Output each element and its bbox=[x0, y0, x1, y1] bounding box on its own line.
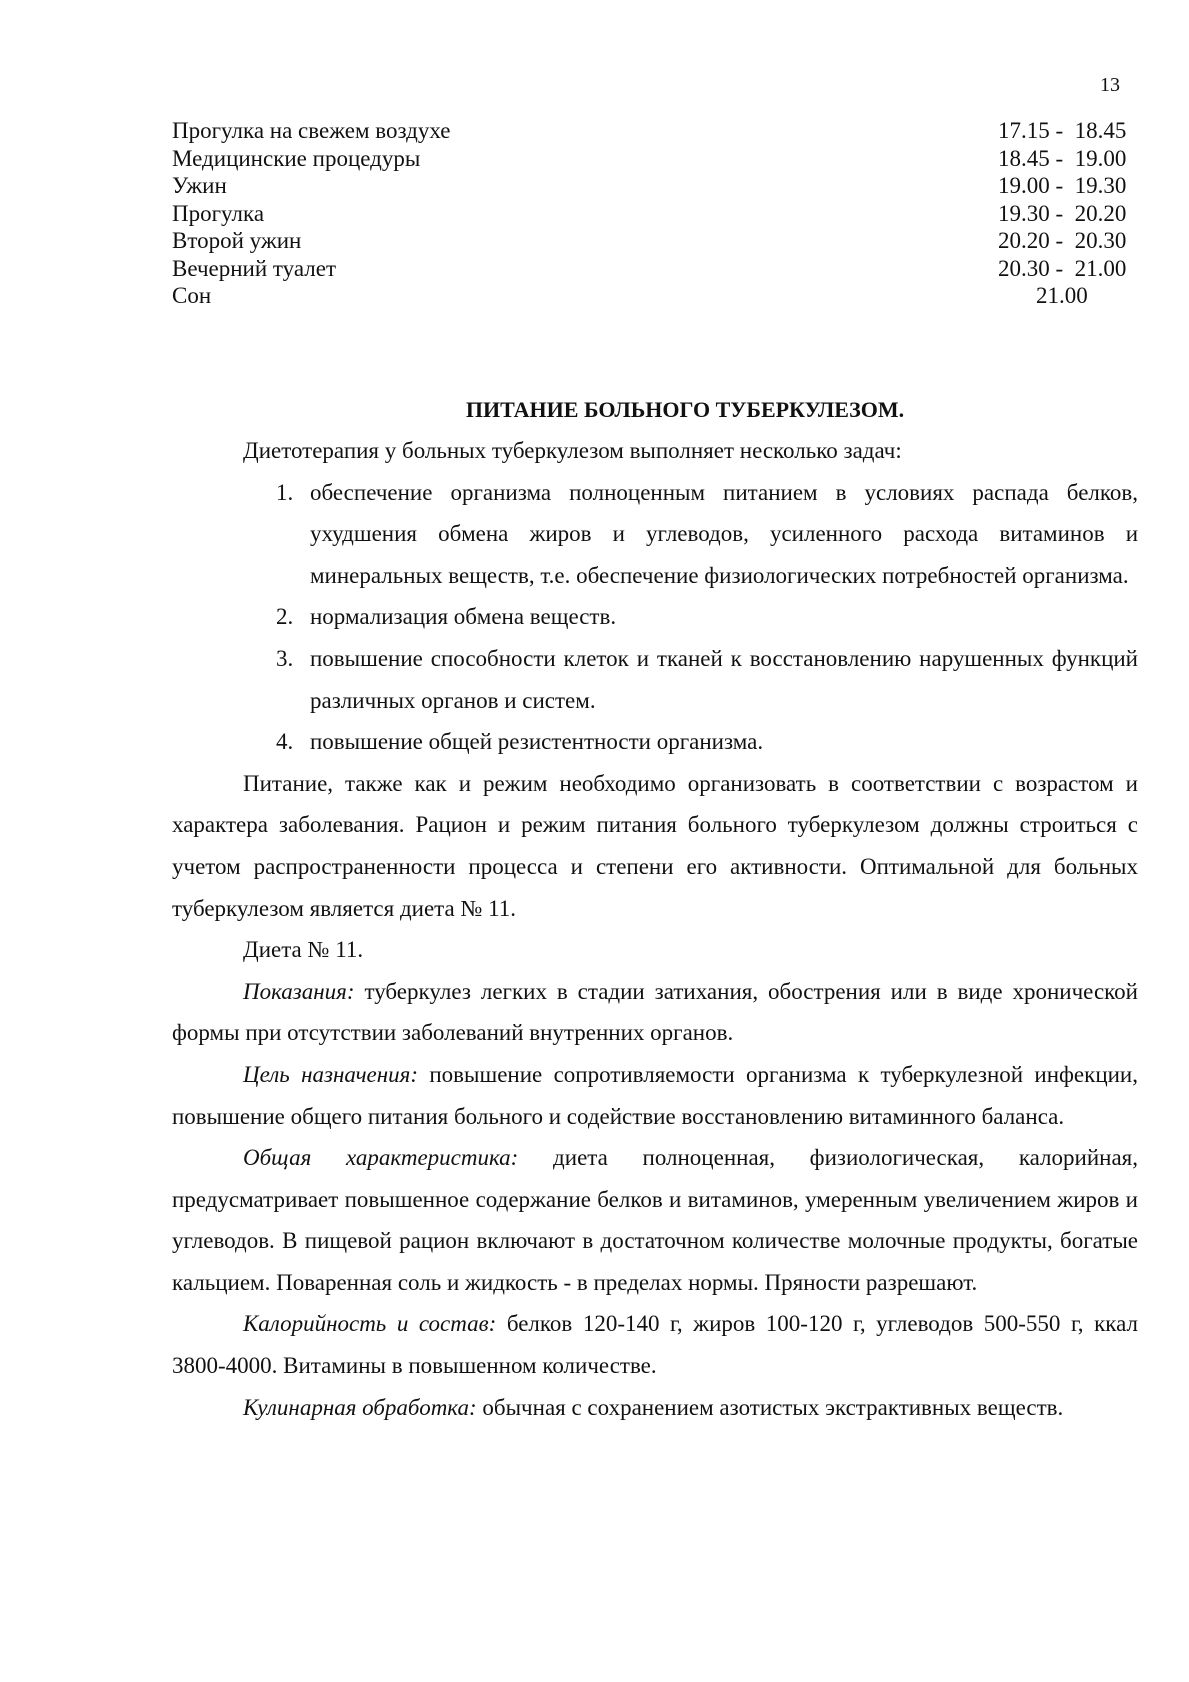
calories-label: Калорийность и состав: bbox=[243, 1311, 497, 1337]
purpose-paragraph bbox=[172, 1054, 1138, 1137]
list-number: 3. bbox=[276, 645, 294, 671]
schedule-time: 18.45 - 19.00 bbox=[998, 145, 1127, 171]
list-item bbox=[172, 638, 1138, 721]
schedule-activity: Прогулка bbox=[172, 200, 265, 226]
indications-paragraph bbox=[172, 971, 1138, 1054]
list-number: 4. bbox=[276, 729, 294, 755]
general-text: диета полноценная, физиологическая, калорийная, предусматривает повышенное содержание белков и витаминов, умеренным увеличением жиров и углеводов. В пищевой рацион включают в достаточном количестве молочные продукты, богатые кальцием. Поваренная соль и жидкость - в пределах нормы. Пряности разрешают. bbox=[172, 1145, 1139, 1295]
schedule-row bbox=[172, 117, 1138, 145]
schedule-row bbox=[172, 255, 1138, 283]
schedule-activity: Вечерний туалет bbox=[172, 255, 337, 281]
cooking-text: обычная с сохранением азотистых экстрактивных веществ. bbox=[476, 1394, 1064, 1420]
general-label: Общая характеристика: bbox=[243, 1145, 519, 1171]
list-number: 2. bbox=[276, 604, 294, 630]
schedule-row bbox=[172, 282, 1138, 310]
schedule-row bbox=[172, 200, 1138, 228]
indications-label: Показания: bbox=[243, 978, 355, 1004]
general-paragraph bbox=[172, 1137, 1138, 1303]
list-text: повышение способности клеток и тканей к восстановлению нарушенных функций различных органов и систем. bbox=[310, 645, 1138, 713]
list-item bbox=[172, 472, 1138, 597]
list-text: нормализация обмена веществ. bbox=[310, 604, 617, 630]
list-text: повышение общей резистентности организма. bbox=[310, 729, 764, 755]
diet-title: Диета № 11. bbox=[243, 937, 364, 963]
schedule-activity: Медицинские процедуры bbox=[172, 145, 421, 171]
page-number: 13 bbox=[1100, 74, 1120, 96]
purpose-label: Цель назначения: bbox=[243, 1061, 419, 1087]
list-item bbox=[172, 721, 1138, 763]
list-item bbox=[172, 596, 1138, 638]
purpose-text: повышение сопротивляемости организма к туберкулезной инфекции, повышение общего питания больного и содействие восстановлению витаминного баланса. bbox=[172, 1061, 1138, 1129]
schedule-time: 19.00 - 19.30 bbox=[998, 173, 1127, 198]
schedule-row bbox=[172, 172, 1138, 200]
calories-text: белков 120-140 г, жиров 100-120 г, углеводов 500-550 г, ккал 3800-4000. Витамины в повышенном количестве. bbox=[172, 1311, 1138, 1379]
schedule-activity: Прогулка на свежем воздухе bbox=[172, 118, 451, 143]
section-heading: ПИТАНИЕ БОЛЬНОГО ТУБЕРКУЛЕЗОМ. bbox=[465, 397, 905, 422]
schedule-time: 21.00 bbox=[1036, 283, 1088, 308]
article-body bbox=[172, 394, 1138, 1428]
cooking-paragraph bbox=[172, 1387, 1138, 1429]
schedule-time: 19.30 - 20.20 bbox=[998, 200, 1127, 226]
calories-paragraph bbox=[172, 1303, 1138, 1386]
schedule-activity: Второй ужин bbox=[172, 228, 302, 253]
daily-schedule bbox=[172, 117, 1138, 310]
cooking-label: Кулинарная обработка: bbox=[243, 1394, 477, 1420]
schedule-time: 20.20 - 20.30 bbox=[998, 228, 1127, 253]
schedule-row bbox=[172, 145, 1138, 173]
schedule-activity: Ужин bbox=[172, 173, 227, 198]
list-text: обеспечение организма полноценным питанием в условиях распада белков, ухудшения обмена жиров и углеводов, усиленного расхода витаминов и минеральных веществ, т.е. обеспечение физиологических потребностей организма. bbox=[310, 479, 1138, 588]
nutrition-paragraph: Питание, также как и режим необходимо организовать в соответствии с возрастом и характера заболевания. Рацион и режим питания больного туберкулезом должны строиться с учетом распространенности процесса и степени его активности. Оптимальной для больных туберкулезом является диета № 11. bbox=[172, 770, 1138, 921]
schedule-time: 20.30 - 21.00 bbox=[998, 255, 1127, 281]
schedule-row bbox=[172, 227, 1138, 255]
schedule-activity: Сон bbox=[172, 283, 212, 308]
schedule-time: 17.15 - 18.45 bbox=[998, 118, 1127, 143]
indications-text: туберкулез легких в стадии затихания, обострения или в виде хронической формы при отсутствии заболеваний внутренних органов. bbox=[172, 978, 1138, 1046]
list-number: 1. bbox=[276, 479, 294, 505]
intro-paragraph: Диетотерапия у больных туберкулезом выполняет несколько задач: bbox=[243, 438, 902, 463]
task-list bbox=[172, 472, 1138, 763]
